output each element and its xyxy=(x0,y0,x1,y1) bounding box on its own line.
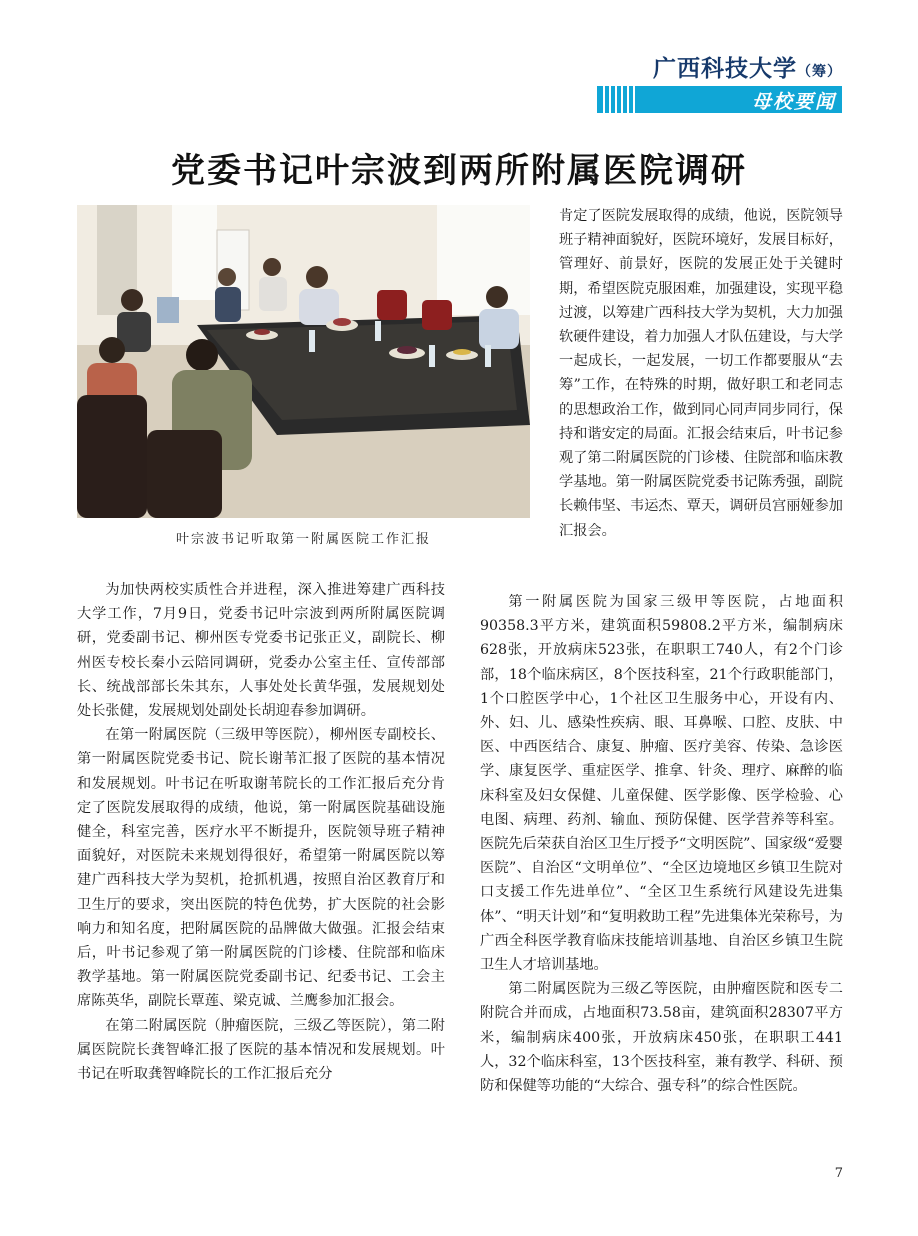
paragraph: 第二附属医院为三级乙等医院，由肿瘤医院和医专二附院合并而成，占地面积73.58亩，建筑面积28307平方米，编制病床400张，开放病床450张，在职职工441人，32个临床科室，13个医技科室，兼有教学、科研、预防和保健等功能的“大综合、强专科”的综合性医院。 xyxy=(480,981,843,1095)
left-column xyxy=(77,578,445,1086)
right-column xyxy=(480,590,843,1098)
section-label: 母校要闻 xyxy=(751,91,836,113)
masthead xyxy=(597,50,842,113)
paragraph: 在第二附属医院（肿瘤医院，三级乙等医院），第二附属医院院长龚智峰汇报了医院的基本情况和发展规划。叶书记在听取龚智峰院长的工作汇报后充分 xyxy=(77,1017,445,1083)
paragraph: 在第一附属医院（三级甲等医院），柳州医专副校长、第一附属医院党委书记、院长谢苇汇报了医院的基本情况和发展规划。叶书记在听取谢苇院长的工作汇报后充分肯定了医院发展取得的成绩，他说，第一附属医院基础设施健全，科室完善，医疗水平不断提升，医院领导班子精神面貌好，对医院未来规划得很好，希望第一附属医院以筹建广西科技大学为契机，抢抓机遇，按照自治区教育厅和卫生厅的要求，突出医院的特色优势，扩大医院的社会影响力和知名度，把附属医院的品牌做大做强。汇报会结束后，叶书记参观了第一附属医院的门诊楼、住院部和临床教学基地。第一附属医院党委副书记、纪委书记、工会主席陈英华，副院长覃莲、梁克诚、兰鹰参加汇报会。 xyxy=(77,727,445,1010)
photo-caption: 叶宗波书记听取第一附属医院工作汇报 xyxy=(175,532,431,547)
article-headline: 党委书记叶宗波到两所附属医院调研 xyxy=(171,151,747,191)
right-column-top xyxy=(559,204,843,543)
paragraph: 为加快两校实质性合并进程，深入推进筹建广西科技大学工作，7月9日，党委书记叶宗波到两所附属医院调研，党委副书记、柳州医专党委书记张正义，副院长、柳州医专校长秦小云陪同调研，党委办公室主任、宣传部部长、统战部部长朱其东，人事处处长黄华强，发展规划处处长张健，发展规划处副处长胡迎春参加调研。 xyxy=(77,582,445,720)
paragraph: 肯定了医院发展取得的成绩，他说，医院领导班子精神面貌好，医院环境好，发展目标好，管理好、前景好，医院的发展正处于关键时期，希望医院克服困难，加强建设，实现平稳过渡，以筹建广西科技大学为契机，大力加强软硬件建设，着力加强人才队伍建设，与大学一起成长，一起发展，一切工作都要服从“去筹”工作，在特殊的时期，做好职工和老同志的思想政治工作，做到同心同声同步同行，保持和谐安定的局面。汇报会结束后，叶书记参观了第二附属医院的门诊楼、住院部和临床教学基地。第一附属医院党委书记陈秀强，副院长赖伟坚、韦运杰、覃天，调研员宫丽娅参加汇报会。 xyxy=(559,208,843,539)
page-number: 7 xyxy=(834,1166,843,1181)
section-bar xyxy=(597,86,842,113)
paragraph: 第一附属医院为国家三级甲等医院，占地面积90358.3平方米，建筑面积59808.2平方米，编制病床628张，开放病床523张，在职职工740人，有2个门诊部，18个临床病区，8个医技科室，21个行政职能部门，1个口腔医学中心，1个社区卫生服务中心，开设有内、外、妇、儿、感染性疾病、眼、耳鼻喉、口腔、皮肤、中医、中西医结合、康复、肿瘤、医疗美容、传染、急诊医学、康复医学、重症医学、推拿、针灸、理疗、麻醉的临床科室及妇女保健、儿童保健、医学影像、医学检验、心电图、病理、药剂、输血、预防保健、医学营养等科室。医院先后荣获自治区卫生厅授予“文明医院”、国家级“爱婴医院”、自治区“文明单位”、“全区边境地区乡镇卫生院对口支援工作先进单位”、“全区卫生系统行风建设先进集体”、“明天计划”和“复明救助工程”先进集体光荣称号，为广西全科医学教育临床技能培训基地、自治区乡镇卫生院卫生人才培训基地。 xyxy=(480,594,843,974)
meeting-photo xyxy=(77,205,530,518)
publication-title: 广西科技大学（筹） xyxy=(653,56,842,82)
stripe-decoration xyxy=(603,86,637,113)
